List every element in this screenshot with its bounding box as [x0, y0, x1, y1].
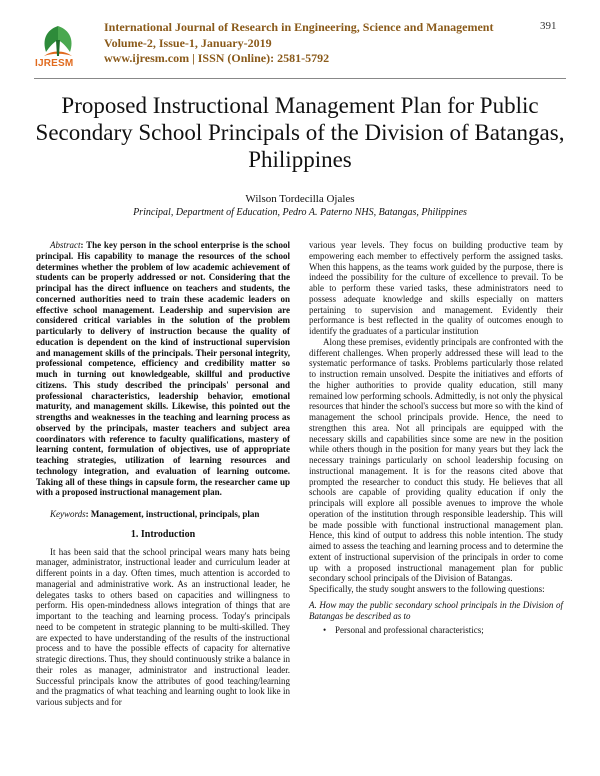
research-question-a: A. How may the public secondary school principals in the Division of Batangas be described as to [309, 599, 563, 621]
research-questions-lead: Specifically, the study sought answers to the following questions: [309, 584, 545, 594]
section-heading-introduction: 1. Introduction [130, 528, 196, 540]
journal-header [0, 0, 600, 80]
paper-title: Proposed Instructional Management Plan for Public Secondary School Principals of the Division of Batangas, Philippines [35, 93, 565, 172]
left-column [36, 240, 290, 708]
journal-volume: Volume-2, Issue-1, January-2019 [104, 35, 272, 50]
header-rule [34, 78, 566, 79]
journal-title: International Journal of Research in Engineering, Science and Management [104, 20, 494, 34]
author-name: Wilson Tordecilla Ojales [245, 193, 355, 205]
author-affiliation: Principal, Department of Education, Pedro A. Paterno NHS, Batangas, Philippines [133, 207, 467, 218]
logo-text: IJRESM [35, 58, 74, 69]
keywords-label: Keywords [50, 509, 86, 519]
abstract-label: Abstract [50, 240, 81, 250]
journal-info [104, 20, 493, 67]
abstract [36, 240, 290, 498]
page-number: 391 [540, 20, 557, 32]
bullet-item [323, 625, 563, 636]
right-column [309, 240, 563, 636]
bullet-icon: • [323, 625, 327, 636]
journal-web-issn: www.ijresm.com | ISSN (Online): 2581-5792 [104, 51, 330, 65]
bullet-text: Personal and professional characteristics; [335, 625, 484, 636]
intro-paragraph: It has been said that the school principal wears many hats being manager, administrator, instructional leader and curriculum leader at different points in a day. Often times, much attention is accorded to managerial and administrative work. As an instructional leader, he delegates tasks to others based on capacities and willingness to perform. His open-mindedness allows integration of things that are important to the teaching and learning process. Today's principals need to be competent in strategic planning to be multi-skilled. They are expected to have understanding of the results of the instructional process and to have the possible effects of capacity for alternative strategic directions. Thus, they should continuously strike a balance in their roles as manager, administrator and instructional leader. Successful principals know the attributes of good teaching/learning and the pragmatics of what teaching and learning ought to look like in various subjects and for [36, 546, 290, 707]
keywords [36, 509, 290, 520]
abstract-text: : The key person in the school enterprise is the school principal. His capability to manage the resources of the school determines whether the problem of low academic achievement of students can be properly addressed or not. Considering that the principal has the direct influence on teachers and students, the concerned authorities need to train these academic leaders on effective school management. Leadership and supervision are considered critical variables in the solution of the problem particularly to delivery of instruction because the quality of education is dependent on the kind of instructional supervision and management skills of the principals. Their personal integrity, professional competence, efficiency and credibility matter so much in turning out knowledgeable, skillful and productive citizens. This study described the principals' personal and professional characteristics, leadership behavior, emotional maturity, and management skills. Likewise, this pointed out the strengths and weaknesses in the teaching and learning process as observed by the principals, master teachers and subject area coordinators with reference to faculty qualifications, mastery of learning content, formulation of objectives, use of appropriate teaching strategies, utilization of learning resources and technology integration, and evaluation of learning outcome. Taking all of these things in capsule form, the researcher came up with a proposed instructional management plan. [36, 240, 290, 498]
keywords-text: : Management, instructional, principals, plan [85, 509, 260, 519]
intro-paragraph-2: Along these premises, evidently principals are confronted with the different challenges. When properly addressed these will lead to the systematic performance of tasks. Problems particularly those related to instruction remain unsolved. Despite the initiatives and efforts of the higher authorities to provide quality education, still many remained low performing schools. Admittedly, is not only the physical resources that hinder the school's success but more so with the kind of management the school principals provide. Hence, the need to strengthen this area. Not all principals are equipped with the necessary skills and capabilities since some are new in the position while others though in the position for many years but they lack the necessary trainings particularly on school leadership focusing on instructional management. It is for the reasons cited above that prompted the researcher to conduct this study. He believes that all schools are capable of providing quality education if only the principals will explore all possible avenues to improve the whole operation of the institution through responsible leadership. This will be made possible with functional instructional management plan. Hence, this kind of output to address this noble intention. The study aimed to assess the teaching and learning process and to determine the extent of instructional supervision of the principals in order to come up with a proposed instructional management plan for public secondary school principals of the Division of Batangas. [309, 336, 563, 584]
intro-paragraph-continued: various year levels. They focus on building productive team by empowering each member to effectively perform the assigned tasks. When this happens, as the teams work guided by the purpose, there is indeed the possibility for the culture of excellence to prevail. To be able to perform these varied tasks, these administrators need to possess adequate knowledge and skills especially on matters pertaining to supervision and management. Evidently their performance is best reflected in the quality of outcomes enough to identify the graduates of a particular institution [309, 240, 563, 336]
